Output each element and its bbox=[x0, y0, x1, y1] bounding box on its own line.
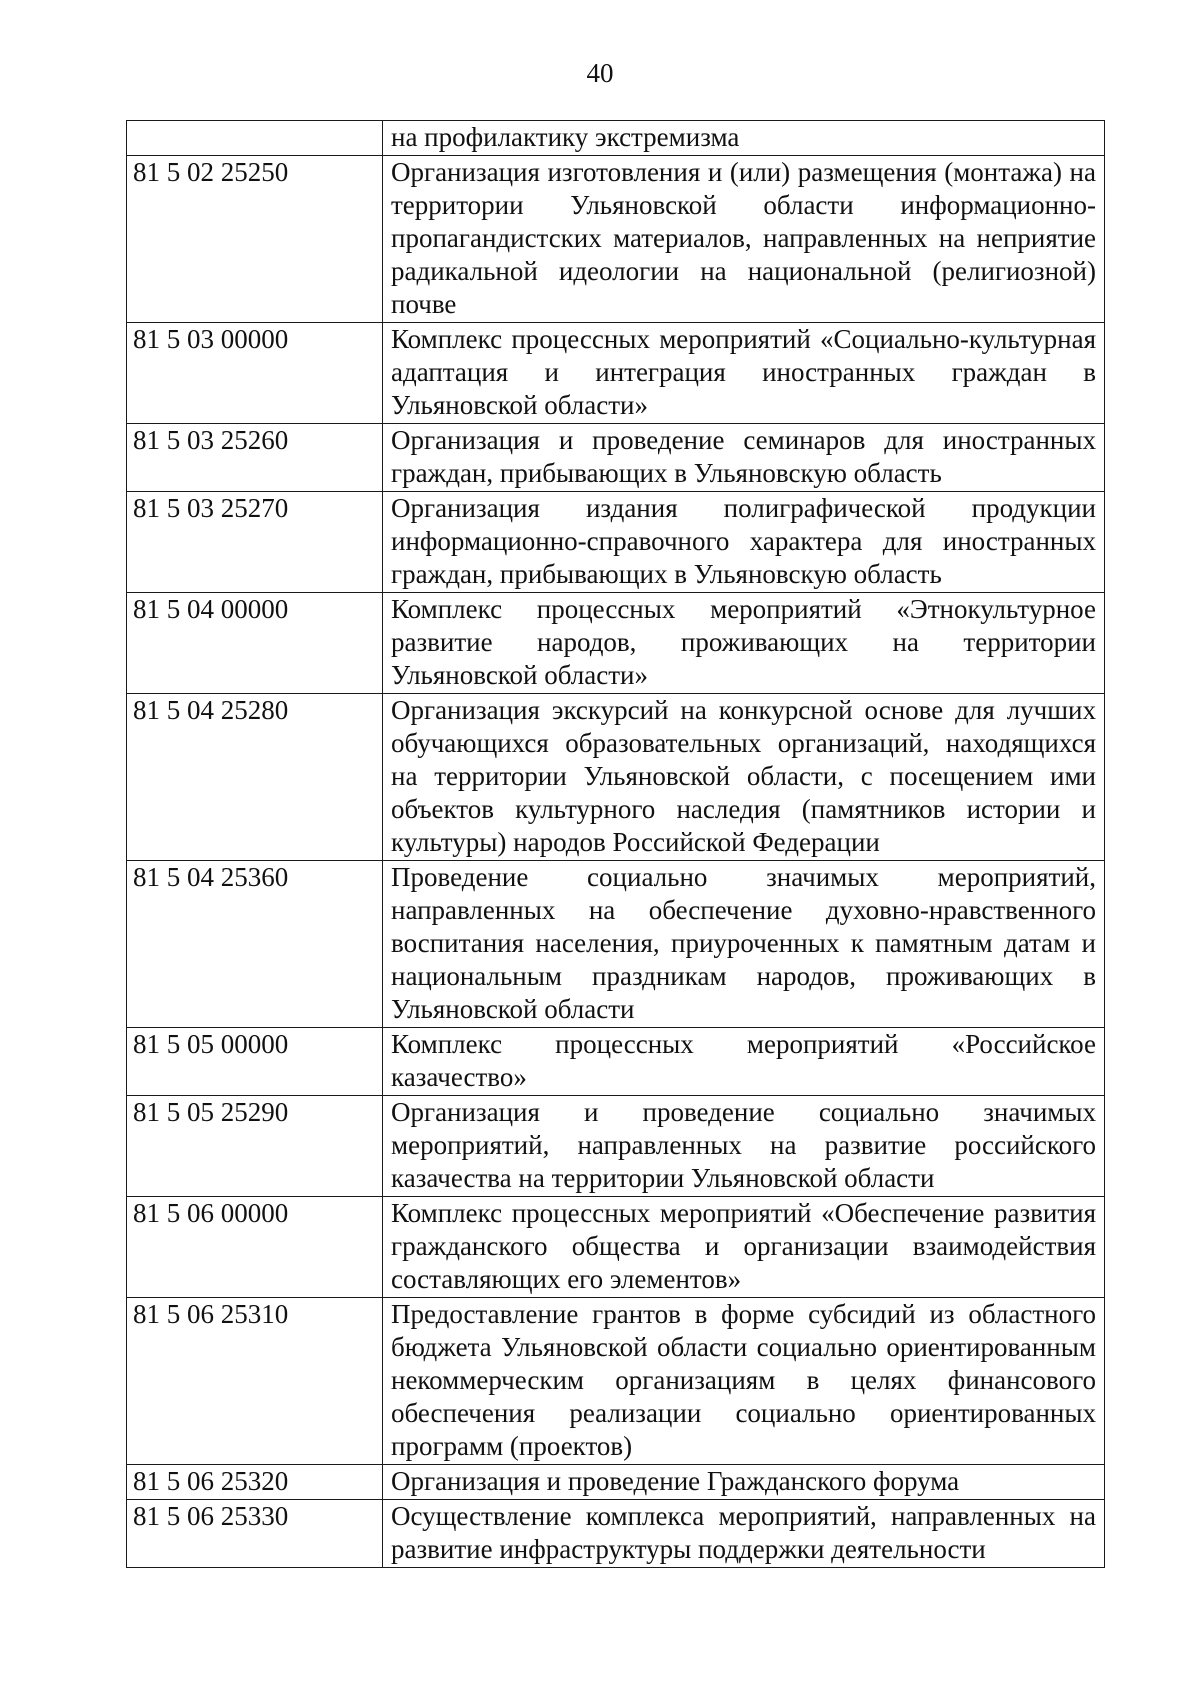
description-cell: Организация изготовления и (или) размещения (монтажа) на территории Ульяновской области информационно-пропагандистских материалов, направленных на неприятие радикальной идеологии на национальной (религиозной) почве bbox=[383, 156, 1105, 323]
description-cell: Комплекс процессных мероприятий «Этнокультурное развитие народов, проживающих на территории Ульяновской области» bbox=[383, 593, 1105, 694]
table-row bbox=[127, 1028, 1105, 1096]
table-row bbox=[127, 1197, 1105, 1298]
table-row bbox=[127, 694, 1105, 861]
table-row bbox=[127, 1500, 1105, 1568]
code-cell: 81 5 04 00000 bbox=[127, 593, 383, 694]
description-cell: Комплекс процессных мероприятий «Социально-культурная адаптация и интеграция иностранных граждан в Ульяновской области» bbox=[383, 323, 1105, 424]
table-row bbox=[127, 1096, 1105, 1197]
description-cell: Комплекс процессных мероприятий «Российское казачество» bbox=[383, 1028, 1105, 1096]
description-cell: Организация издания полиграфической продукции информационно-справочного характера для иностранных граждан, прибывающих в Ульяновскую область bbox=[383, 492, 1105, 593]
description-cell: Предоставление грантов в форме субсидий из областного бюджета Ульяновской области социально ориентированным некоммерческим организациям в целях финансового обеспечения реализации социально ориентированных программ (проектов) bbox=[383, 1298, 1105, 1465]
table-row bbox=[127, 121, 1105, 156]
code-cell: 81 5 06 00000 bbox=[127, 1197, 383, 1298]
code-cell: 81 5 05 00000 bbox=[127, 1028, 383, 1096]
page-number: 40 bbox=[586, 58, 614, 88]
description-cell: Организация и проведение семинаров для иностранных граждан, прибывающих в Ульяновскую область bbox=[383, 424, 1105, 492]
description-cell: Организация и проведение Гражданского форума bbox=[383, 1465, 1105, 1500]
table-row bbox=[127, 593, 1105, 694]
description-cell: Осуществление комплекса мероприятий, направленных на развитие инфраструктуры поддержки деятельности bbox=[383, 1500, 1105, 1568]
code-cell: 81 5 05 25290 bbox=[127, 1096, 383, 1197]
budget-classification-table bbox=[126, 120, 1105, 1568]
code-cell: 81 5 06 25320 bbox=[127, 1465, 383, 1500]
code-cell bbox=[127, 121, 383, 156]
code-cell: 81 5 03 00000 bbox=[127, 323, 383, 424]
description-cell: Организация и проведение социально значимых мероприятий, направленных на развитие российского казачества на территории Ульяновской области bbox=[383, 1096, 1105, 1197]
table-row bbox=[127, 1465, 1105, 1500]
code-cell: 81 5 03 25270 bbox=[127, 492, 383, 593]
table-row bbox=[127, 492, 1105, 593]
code-cell: 81 5 03 25260 bbox=[127, 424, 383, 492]
code-cell: 81 5 06 25310 bbox=[127, 1298, 383, 1465]
code-cell: 81 5 04 25280 bbox=[127, 694, 383, 861]
table-row bbox=[127, 1298, 1105, 1465]
description-cell: Проведение социально значимых мероприятий, направленных на обеспечение духовно-нравственного воспитания населения, приуроченных к памятным датам и национальным праздникам народов, проживающих в Ульяновской области bbox=[383, 861, 1105, 1028]
table-row bbox=[127, 323, 1105, 424]
description-cell: Организация экскурсий на конкурсной основе для лучших обучающихся образовательных организаций, находящихся на территории Ульяновской области, с посещением ими объектов культурного наследия (памятников истории и культуры) народов Российской Федерации bbox=[383, 694, 1105, 861]
code-cell: 81 5 06 25330 bbox=[127, 1500, 383, 1568]
code-cell: 81 5 04 25360 bbox=[127, 861, 383, 1028]
table-row bbox=[127, 424, 1105, 492]
table-row bbox=[127, 156, 1105, 323]
description-cell: Комплекс процессных мероприятий «Обеспечение развития гражданского общества и организации взаимодействия составляющих его элементов» bbox=[383, 1197, 1105, 1298]
code-cell: 81 5 02 25250 bbox=[127, 156, 383, 323]
description-cell: на профилактику экстремизма bbox=[383, 121, 1105, 156]
table-row bbox=[127, 861, 1105, 1028]
